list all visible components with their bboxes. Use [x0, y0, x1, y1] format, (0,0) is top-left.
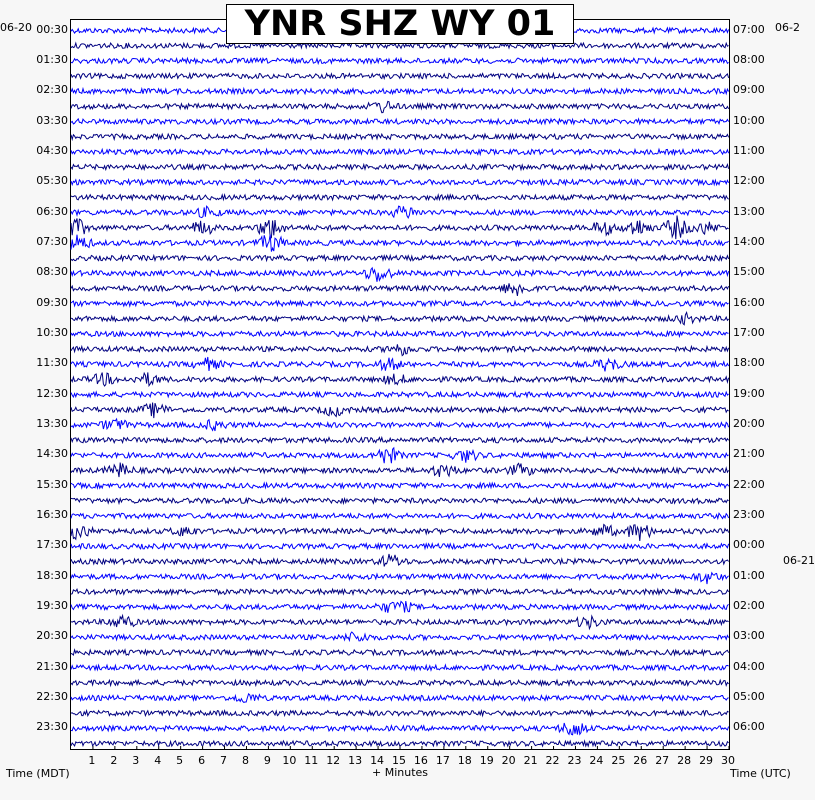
trace-row: [71, 403, 729, 419]
right-time-tick: 19:00: [733, 386, 765, 400]
trace-row: [71, 344, 729, 355]
right-time-tick: 17:00: [733, 325, 765, 339]
trace-row: [71, 372, 729, 386]
trace-row: [71, 164, 729, 169]
left-time-tick: 23:30: [36, 720, 68, 734]
minute-tick: 4: [154, 754, 162, 767]
minute-tick: 28: [677, 754, 692, 767]
minute-tick: 16: [413, 754, 428, 767]
left-time-tick: 08:30: [36, 265, 68, 279]
trace-row: [71, 195, 729, 200]
left-time-tick: 15:30: [36, 477, 68, 491]
trace-row: [71, 616, 729, 629]
minute-tick: 12: [326, 754, 341, 767]
right-time-tick: 10:00: [733, 113, 765, 127]
left-time-tick: 10:30: [36, 325, 68, 339]
right-time-tick: 00:00: [733, 538, 765, 552]
left-time-tick: 00:30: [36, 22, 68, 36]
trace-row: [71, 301, 729, 306]
trace-row: [71, 650, 729, 655]
trace-row: [71, 601, 729, 613]
minute-tick: 27: [655, 754, 670, 767]
trace-row: [71, 544, 729, 549]
minute-tick: 11: [304, 754, 319, 767]
trace-row: [71, 419, 729, 431]
right-time-tick: 18:00: [733, 356, 765, 370]
trace-row: [71, 483, 729, 488]
minute-tick: 8: [241, 754, 249, 767]
left-time-tick: 04:30: [36, 143, 68, 157]
trace-row: [71, 448, 729, 463]
minute-tick: 1: [88, 754, 96, 767]
right-time-tick: 22:00: [733, 477, 765, 491]
minute-tick: 10: [282, 754, 297, 767]
right-time-tick: 23:00: [733, 507, 765, 521]
left-time-tick: 18:30: [36, 568, 68, 582]
trace-row: [71, 694, 729, 703]
trace-row: [71, 554, 729, 566]
left-time-tick: 07:30: [36, 234, 68, 248]
minute-tick: 15: [392, 754, 406, 767]
trace-row: [71, 58, 729, 63]
left-time-tick: 21:30: [36, 659, 68, 673]
right-time-tick: 16:00: [733, 295, 765, 309]
trace-row: [71, 711, 729, 716]
left-time-tick: 09:30: [36, 295, 68, 309]
trace-row: [71, 438, 729, 443]
minute-tick: 30: [721, 754, 735, 767]
minute-tick: 18: [457, 754, 472, 767]
trace-row: [71, 357, 729, 371]
right-time-tick: 04:00: [733, 659, 765, 673]
minute-tick: 29: [699, 754, 714, 767]
trace-row: [71, 119, 729, 124]
right-time-tick: 11:00: [733, 143, 765, 157]
minute-tick: 3: [132, 754, 140, 767]
left-time-tick: 01:30: [36, 52, 68, 66]
chart-title: YNR SHZ WY 01: [226, 4, 574, 44]
left-time-tick: 14:30: [36, 447, 68, 461]
right-time-tick: 08:00: [733, 52, 765, 66]
trace-row: [71, 268, 729, 282]
trace-row: [71, 392, 729, 397]
minute-tick: 14: [370, 754, 385, 767]
trace-row: [71, 101, 729, 112]
left-time-tick: 13:30: [36, 416, 68, 430]
right-axis-title: Time (UTC): [730, 767, 791, 780]
left-time-tick: 03:30: [36, 113, 68, 127]
minute-tick: 7: [220, 754, 228, 767]
right-time-tick: 03:00: [733, 629, 765, 643]
right-time-tick: 14:00: [733, 234, 765, 248]
trace-row: [71, 589, 729, 594]
trace-row: [71, 216, 729, 240]
right-time-tick: 07:00: [733, 22, 765, 36]
right-date-label: 06-2: [775, 21, 800, 34]
trace-row: [71, 180, 729, 185]
left-time-tick: 11:30: [36, 356, 68, 370]
right-time-tick: 13:00: [733, 204, 765, 218]
right-time-tick: 01:00: [733, 568, 765, 582]
right-time-tick: 09:00: [733, 83, 765, 97]
minute-tick: 24: [589, 754, 604, 767]
right-time-tick: 20:00: [733, 416, 765, 430]
trace-row: [71, 283, 729, 296]
trace-row: [71, 632, 729, 641]
minute-tick: 23: [567, 754, 582, 767]
trace-row: [71, 665, 729, 670]
seismogram-traces: [71, 20, 729, 749]
minute-tick: 6: [198, 754, 206, 767]
minute-tick: 22: [545, 754, 560, 767]
trace-row: [71, 573, 729, 584]
minute-tick: 20: [501, 754, 516, 767]
minute-tick: 2: [110, 754, 118, 767]
minute-tick: 5: [176, 754, 184, 767]
trace-row: [71, 89, 729, 94]
trace-row: [71, 723, 729, 735]
x-axis-label: + Minutes: [372, 766, 429, 779]
minute-tick: 25: [611, 754, 626, 767]
trace-row: [71, 73, 729, 78]
left-time-tick: 12:30: [36, 386, 68, 400]
left-time-tick: 17:30: [36, 538, 68, 552]
minute-tick: 26: [633, 754, 648, 767]
minute-tick: 13: [348, 754, 363, 767]
trace-row: [71, 680, 729, 685]
trace-row: [71, 741, 729, 746]
trace-row: [71, 525, 729, 542]
trace-row: [71, 513, 729, 518]
left-time-tick: 22:30: [36, 689, 68, 703]
minute-tick: 19: [479, 754, 494, 767]
plot-area: [70, 19, 730, 750]
right-time-tick: 02:00: [733, 598, 765, 612]
right-time-tick: 15:00: [733, 265, 765, 279]
left-time-tick: 16:30: [36, 507, 68, 521]
trace-row: [71, 149, 729, 154]
left-time-tick: 19:30: [36, 598, 68, 612]
minute-tick: 9: [263, 754, 271, 767]
date-change-label: 06-21: [783, 554, 815, 567]
minute-tick: 21: [523, 754, 538, 767]
trace-row: [71, 134, 729, 139]
left-time-tick: 05:30: [36, 174, 68, 188]
trace-row: [71, 206, 729, 218]
left-time-tick: 20:30: [36, 629, 68, 643]
trace-row: [71, 498, 729, 503]
right-time-tick: 12:00: [733, 174, 765, 188]
right-time-tick: 21:00: [733, 447, 765, 461]
right-time-tick: 05:00: [733, 689, 765, 703]
right-time-tick: 06:00: [733, 720, 765, 734]
trace-row: [71, 463, 729, 478]
left-axis-title: Time (MDT): [6, 767, 70, 780]
left-time-tick: 02:30: [36, 83, 68, 97]
left-time-tick: 06:30: [36, 204, 68, 218]
trace-row: [71, 235, 729, 252]
trace-row: [71, 256, 729, 261]
minute-tick: 17: [435, 754, 450, 767]
trace-row: [71, 313, 729, 325]
trace-row: [71, 331, 729, 336]
left-date-label: 06-20: [0, 21, 32, 34]
